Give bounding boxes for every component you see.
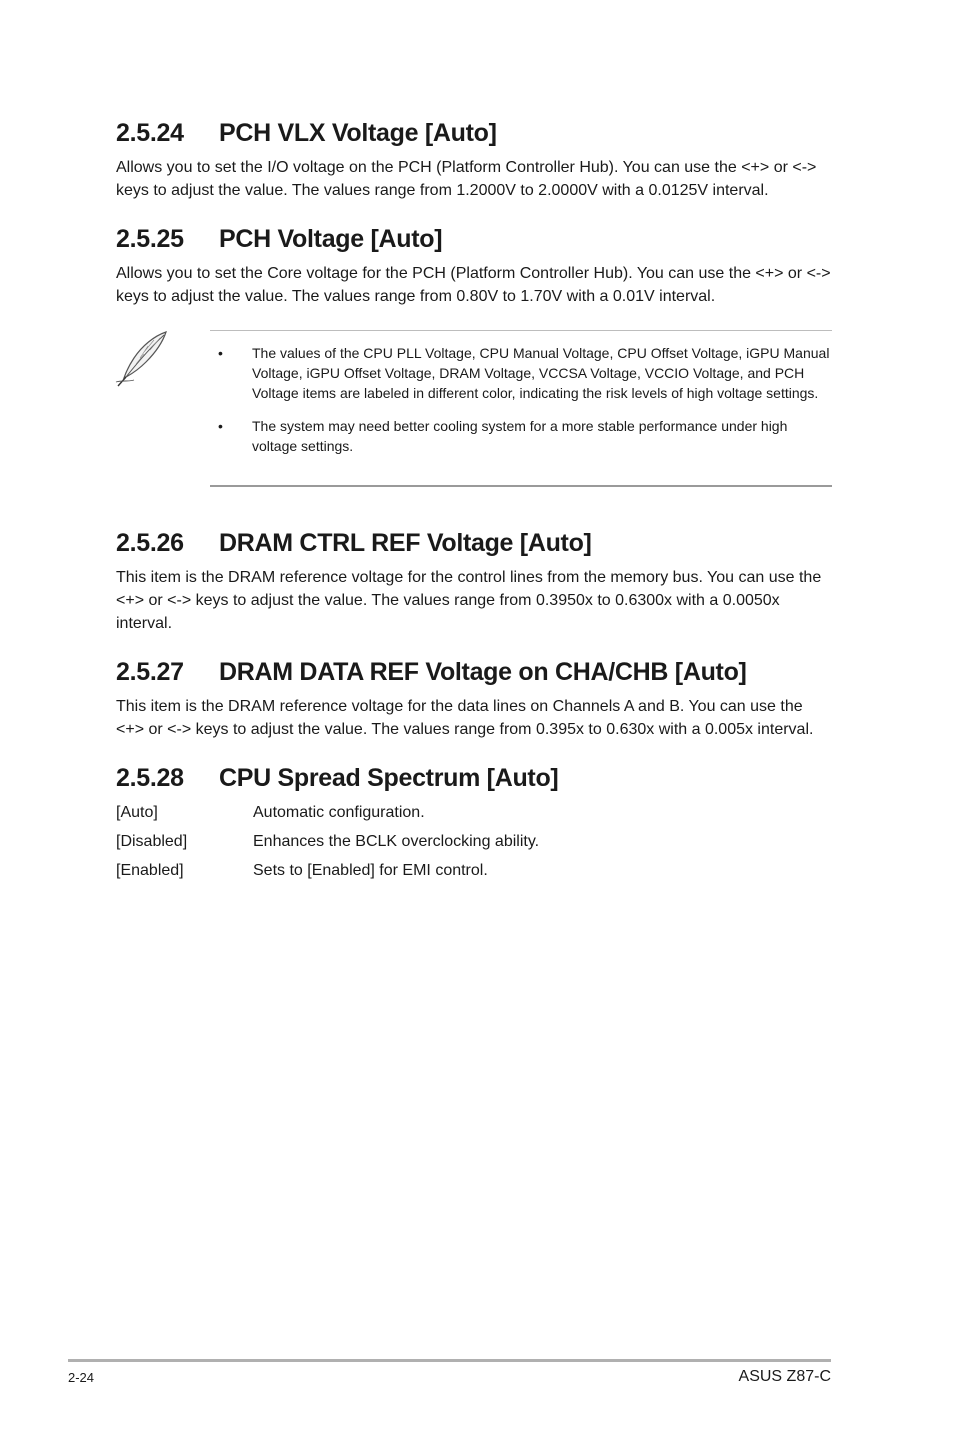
section-title: PCH Voltage [Auto] [219,225,443,253]
section-body: This item is the DRAM reference voltage for the data lines on Channels A and B. You can use the <+> or <-> keys to adjust the value. The values range from 0.395x to 0.630x with a 0.005x interval. [116,698,814,738]
footer-divider [68,1359,831,1362]
section-number: 2.5.26 [116,529,184,557]
section-heading [116,657,832,687]
option-key: [Enabled] [116,862,184,879]
section-2-5-26 [116,528,832,635]
section-title: DRAM DATA REF Voltage on CHA/CHB [Auto] [219,658,747,686]
option-row [116,830,832,853]
section-number: 2.5.24 [116,119,184,147]
note-item [210,416,832,456]
option-key: [Disabled] [116,833,188,850]
section-heading [116,118,832,148]
option-desc: Automatic configuration. [253,804,425,821]
bullet: • [218,418,223,434]
option-desc: Enhances the BCLK overclocking ability. [253,833,540,850]
section-2-5-28 [116,763,832,882]
section-number: 2.5.27 [116,658,184,686]
section-title: DRAM CTRL REF Voltage [Auto] [219,529,592,557]
feather-pen-icon [114,330,172,388]
section-2-5-27 [116,657,832,741]
section-2-5-25 [116,224,832,308]
section-title: CPU Spread Spectrum [Auto] [219,764,559,792]
note-item [210,343,832,403]
note-text: The system may need better cooling system for a more stable performance under high voltage settings. [252,418,788,454]
bullet: • [218,345,223,361]
section-2-5-24 [116,118,832,202]
section-body: Allows you to set the I/O voltage on the PCH (Platform Controller Hub). You can use the <+> or <-> keys to adjust the value. The values range from 1.2000V to 2.0000V with a 0.0125V interval. [116,159,817,199]
section-heading [116,763,832,793]
option-row [116,859,832,882]
section-body: Allows you to set the Core voltage for the PCH (Platform Controller Hub). You can use the <+> or <-> keys to adjust the value. The values range from 0.80V to 1.70V with a 0.01V interval. [116,265,831,305]
option-desc: Sets to [Enabled] for EMI control. [253,862,488,879]
footer-product-name: ASUS Z87-C [738,1368,831,1385]
option-key: [Auto] [116,804,158,821]
footer-page-number: 2-24 [68,1370,95,1385]
section-title: PCH VLX Voltage [Auto] [219,119,497,147]
note-callout [116,330,832,502]
note-box [210,330,832,487]
note-text: The values of the CPU PLL Voltage, CPU Manual Voltage, CPU Offset Voltage, iGPU Manual Voltage, iGPU Offset Voltage, DRAM Voltage, VCCSA Voltage, VCCIO Voltage, and PCH Voltage items are labeled in different color, indicating the risk levels of high voltage settings. [252,345,830,401]
section-heading [116,528,832,558]
section-heading [116,224,832,254]
page-content [116,118,832,904]
section-body: This item is the DRAM reference voltage for the control lines from the memory bus. You can use the <+> or <-> keys to adjust the value. The values range from 0.3950x to 0.6300x with a 0.0050x interval. [116,569,822,632]
option-list [116,801,832,882]
option-row [116,801,832,824]
note-list [210,331,832,456]
section-number: 2.5.25 [116,225,184,253]
section-number: 2.5.28 [116,764,184,792]
